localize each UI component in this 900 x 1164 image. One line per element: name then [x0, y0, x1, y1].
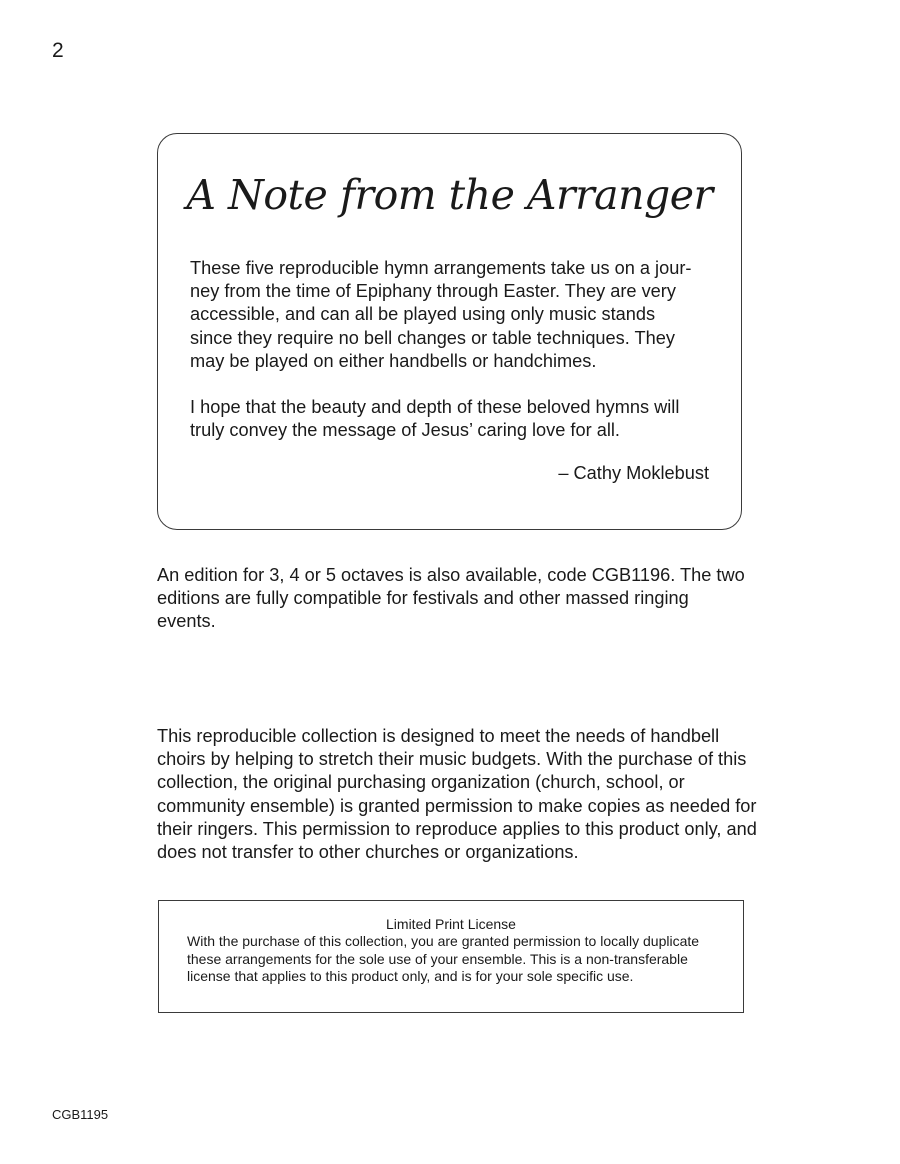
arranger-note-box	[157, 133, 742, 530]
note-title: A Note from the Arranger	[186, 171, 713, 219]
collection-notice: This reproducible collection is designed to meet the needs of handbell choirs by helping to stretch their music budgets. With the purchase of this collection, the original purchasing organization (church, school, or community ensemble) is granted permission to make copies as needed for their ringers. This permission to reproduce applies to this product only, and does not transfer to other churches or organizations.	[157, 726, 757, 863]
license-box	[158, 900, 744, 1013]
page-number: 2	[52, 39, 64, 62]
license-body: With the purchase of this collection, you are granted permission to locally duplicate these arrangements for the sole use of your ensemble. This is a non-transferable license that applies to this product only, and is for your sole specific use.	[187, 933, 700, 984]
note-body	[190, 257, 720, 465]
license-title: Limited Print License	[386, 916, 516, 932]
note-paragraph-1: These five reproducible hymn arrangements take us on a jour- ney from the time of Epiphany through Easter. They are very accessible, and can all be played using only music stands since they require no bell changes or table techniques. They may be played on either handbells or handchimes.	[190, 258, 692, 371]
product-code: CGB1195	[52, 1107, 109, 1122]
note-paragraph-2: I hope that the beauty and depth of these beloved hymns will truly convey the message of Jesus’ caring love for all.	[190, 397, 680, 441]
note-signature: – Cathy Moklebust	[558, 463, 709, 483]
edition-notice: An edition for 3, 4 or 5 octaves is also available, code CGB1196. The two editions are fully compatible for festivals and other massed ringing events.	[157, 565, 745, 632]
